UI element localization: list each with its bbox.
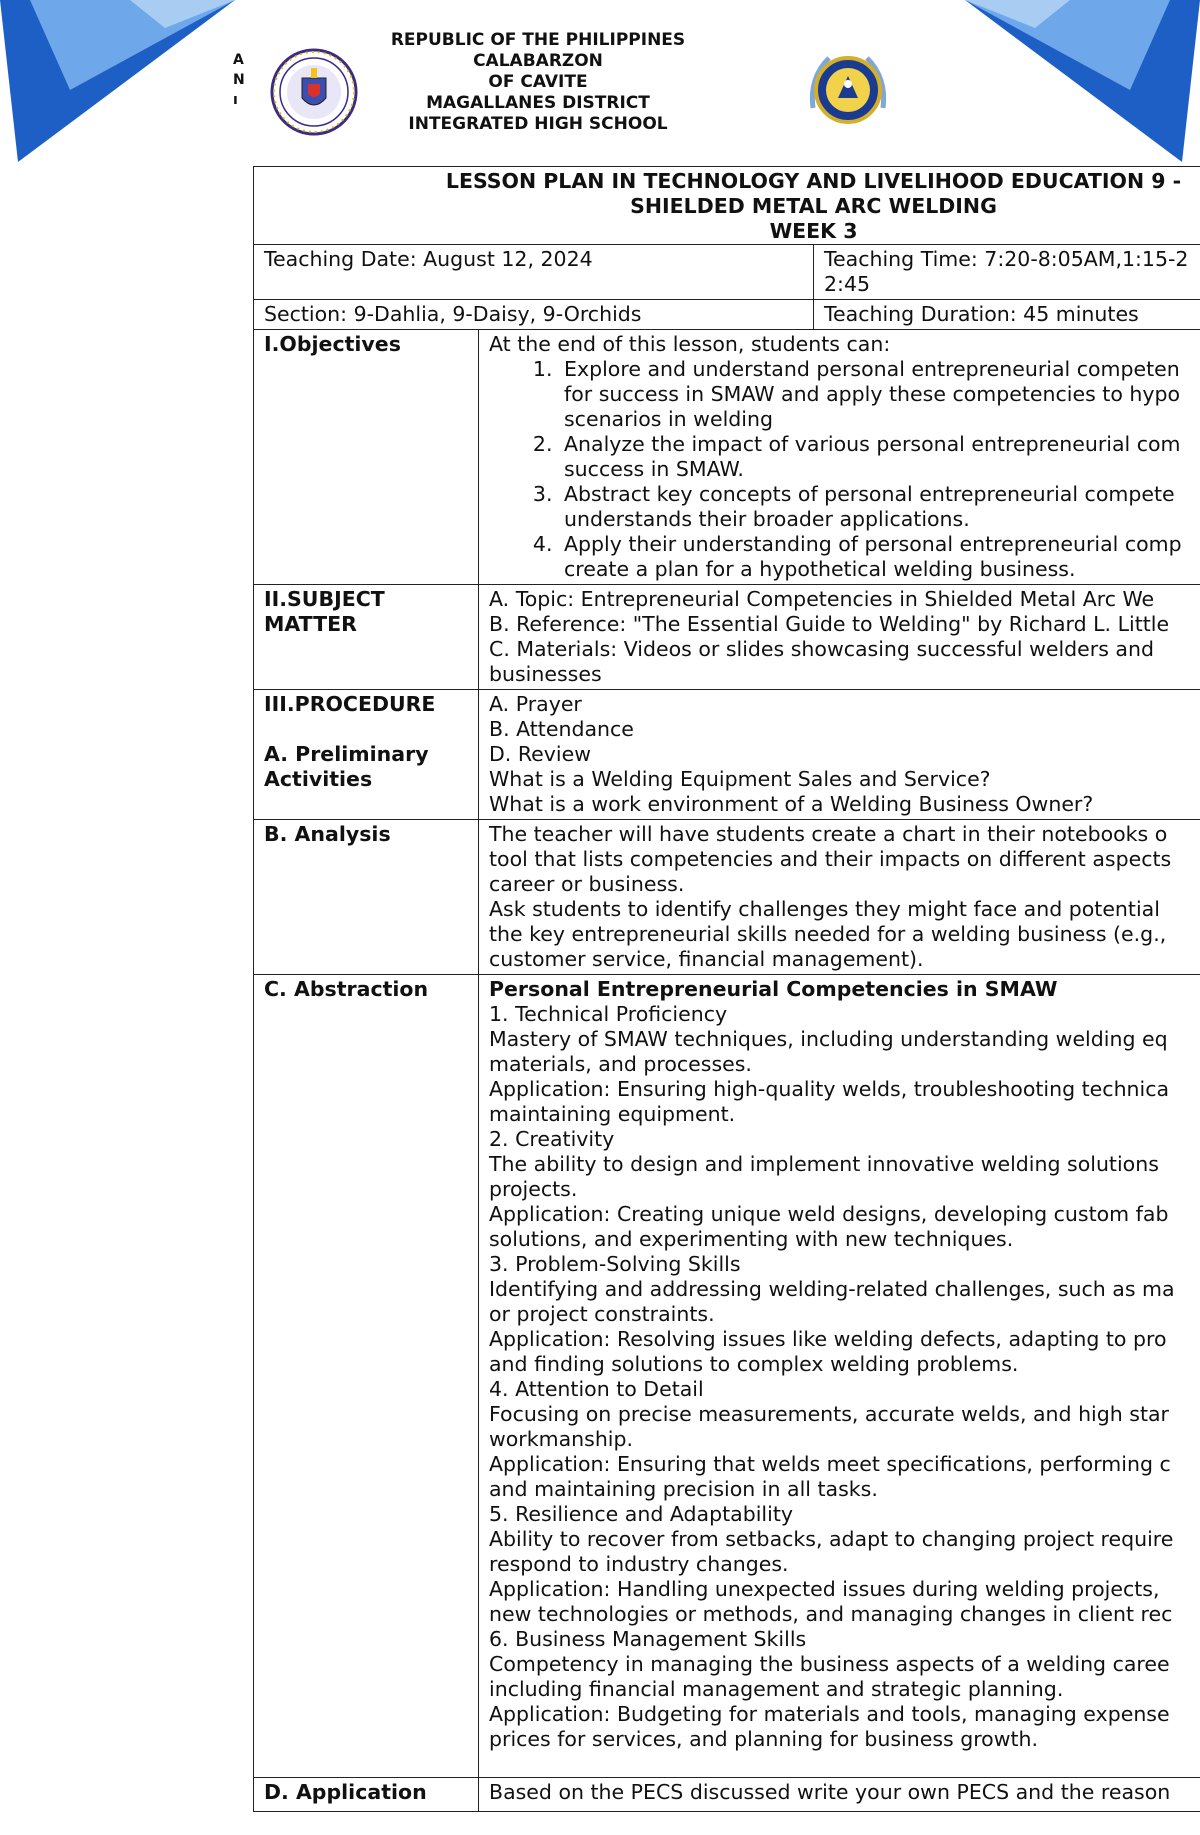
school-seal-icon: [803, 48, 893, 136]
analysis-line: career or business.: [489, 872, 685, 896]
analysis-line: Ask students to identify challenges they might face and potential: [489, 897, 1160, 921]
abstraction-line: Competency in managing the business aspects of a welding caree: [489, 1652, 1170, 1676]
abstraction-line: Application: Ensuring that welds meet specifications, performing c: [489, 1452, 1171, 1476]
abstraction-line: 2. Creativity: [489, 1127, 615, 1151]
analysis-line: tool that lists competencies and their impacts on different aspects: [489, 847, 1172, 871]
abstraction-line: and finding solutions to complex welding problems.: [489, 1352, 1019, 1376]
abstraction-line: new technologies or methods, and managing changes in client rec: [489, 1602, 1173, 1626]
header-line: REPUBLIC OF THE PHILIPPINES: [390, 30, 686, 50]
abstraction-line: Application: Creating unique weld designs, developing custom fab: [489, 1202, 1169, 1226]
corner-decoration-left: [0, 0, 240, 165]
procedure-line: What is a Welding Equipment Sales and Service?: [489, 767, 991, 791]
subject-line: B. Reference: "The Essential Guide to Welding" by Richard L. Little: [489, 612, 1170, 636]
abstraction-line: Focusing on precise measurements, accurate welds, and high star: [489, 1402, 1169, 1426]
teaching-time-line: Teaching Time: 7:20-8:05AM,1:15-2: [824, 247, 1189, 271]
objectives-label: I.Objectives: [254, 330, 479, 585]
lesson-plan-title: [254, 167, 1200, 245]
abstraction-line: 6. Business Management Skills: [489, 1627, 807, 1651]
school-header: [368, 30, 708, 135]
procedure-line: What is a work environment of a Welding Business Owner?: [489, 792, 1094, 816]
procedure-label: III.PROCEDURE A. Preliminary Activities: [254, 690, 479, 820]
abstraction-line: Application: Resolving issues like welding defects, adapting to pro: [489, 1327, 1167, 1351]
abstraction-line: Application: Budgeting for materials and tools, managing expense: [489, 1702, 1170, 1726]
section-cell: Section: 9-Dahlia, 9-Daisy, 9-Orchids: [254, 300, 814, 330]
objectives-row: [254, 330, 1200, 585]
date-time-row: [254, 245, 1200, 300]
procedure-line: B. Attendance: [489, 717, 634, 741]
teaching-time-line: 2:45: [824, 272, 871, 296]
analysis-line: the key entrepreneurial skills needed for a welding business (e.g.,: [489, 922, 1167, 946]
procedure-content: [479, 690, 1200, 820]
abstraction-line: including financial management and strategic planning.: [489, 1677, 1064, 1701]
abstraction-line: materials, and processes.: [489, 1052, 752, 1076]
procedure-row: [254, 690, 1200, 820]
objectives-list: [489, 357, 1200, 582]
header-line: INTEGRATED HIGH SCHOOL: [408, 114, 668, 134]
clipped-header-letters: A N ı: [233, 52, 245, 108]
teaching-date: Teaching Date: August 12, 2024: [254, 245, 814, 300]
procedure-line: D. Review: [489, 742, 591, 766]
abstraction-line: The ability to design and implement innovative welding solutions: [489, 1152, 1159, 1176]
title-line: SHIELDED METAL ARC WELDING: [630, 194, 997, 218]
analysis-row: [254, 820, 1200, 975]
header-line: CALABARZON: [473, 51, 603, 71]
abstraction-line: Application: Handling unexpected issues during welding projects,: [489, 1577, 1160, 1601]
objective-item: 2. Analyze the impact of various personal entrepreneurial com success in SMAW.: [559, 432, 1200, 482]
application-content: Based on the PECS discussed write your own PECS and the reason: [479, 1778, 1200, 1812]
subject-matter-row: [254, 585, 1200, 690]
subject-matter-content: [479, 585, 1200, 690]
duration-cell: Teaching Duration: 45 minutes: [814, 300, 1200, 330]
abstraction-line: 3. Problem-Solving Skills: [489, 1252, 741, 1276]
abstraction-line: Mastery of SMAW techniques, including understanding welding eq: [489, 1027, 1168, 1051]
teaching-time: [814, 245, 1200, 300]
analysis-line: The teacher will have students create a chart in their notebooks o: [489, 822, 1168, 846]
abstraction-line: workmanship.: [489, 1427, 634, 1451]
abstraction-line: maintaining equipment.: [489, 1102, 736, 1126]
title-row: [254, 167, 1200, 245]
abstraction-line: 1. Technical Proficiency: [489, 1002, 728, 1026]
lesson-plan-table: [253, 166, 1200, 1812]
abstraction-line: Application: Ensuring high-quality welds, troubleshooting technica: [489, 1077, 1170, 1101]
corner-decoration-right: [960, 0, 1200, 165]
abstraction-content: [479, 975, 1200, 1778]
title-line: WEEK 3: [769, 219, 858, 243]
analysis-line: customer service, financial management).: [489, 947, 924, 971]
subject-line: C. Materials: Videos or slides showcasing successful welders and: [489, 637, 1154, 661]
procedure-line: A. Prayer: [489, 692, 582, 716]
objective-item: 4. Apply their understanding of personal entrepreneurial comp create a plan for a hypothetical welding business.: [559, 532, 1200, 582]
application-label: D. Application: [254, 1778, 479, 1812]
abstraction-line: Ability to recover from setbacks, adapt to changing project require: [489, 1527, 1174, 1551]
abstraction-line: and maintaining precision in all tasks.: [489, 1477, 878, 1501]
objectives-intro: At the end of this lesson, students can:: [489, 332, 891, 356]
header-line: MAGALLANES DISTRICT: [426, 93, 650, 113]
subject-line: businesses: [489, 662, 602, 686]
abstraction-line: Identifying and addressing welding-related challenges, such as ma: [489, 1277, 1175, 1301]
abstraction-line: or project constraints.: [489, 1302, 715, 1326]
abstraction-line: 4. Attention to Detail: [489, 1377, 704, 1401]
objective-item: 1. Explore and understand personal entrepreneurial competen for success in SMAW and apply these competencies to hypo scenarios in welding: [559, 357, 1200, 432]
abstraction-line: projects.: [489, 1177, 578, 1201]
abstraction-line: solutions, and experimenting with new techniques.: [489, 1227, 1014, 1251]
abstraction-label: C. Abstraction: [254, 975, 479, 1778]
analysis-content: [479, 820, 1200, 975]
title-line: LESSON PLAN IN TECHNOLOGY AND LIVELIHOOD EDUCATION 9 -: [445, 169, 1182, 193]
subject-line: A. Topic: Entrepreneurial Competencies in Shielded Metal Arc We: [489, 587, 1155, 611]
header-line: OF CAVITE: [488, 72, 588, 92]
objective-item: 3. Abstract key concepts of personal entrepreneurial compete understands their broader applications.: [559, 482, 1200, 532]
objectives-content: [479, 330, 1200, 585]
section-row: [254, 300, 1200, 330]
application-row: [254, 1778, 1200, 1812]
abstraction-line: 5. Resilience and Adaptability: [489, 1502, 793, 1526]
deped-seal-icon: [270, 48, 358, 136]
subject-matter-label: II.SUBJECT MATTER: [254, 585, 479, 690]
abstraction-row: [254, 975, 1200, 1778]
analysis-label: B. Analysis: [254, 820, 479, 975]
abstraction-heading: Personal Entrepreneurial Competencies in SMAW: [489, 977, 1058, 1001]
abstraction-line: prices for services, and planning for business growth.: [489, 1727, 1039, 1751]
abstraction-line: respond to industry changes.: [489, 1552, 789, 1576]
